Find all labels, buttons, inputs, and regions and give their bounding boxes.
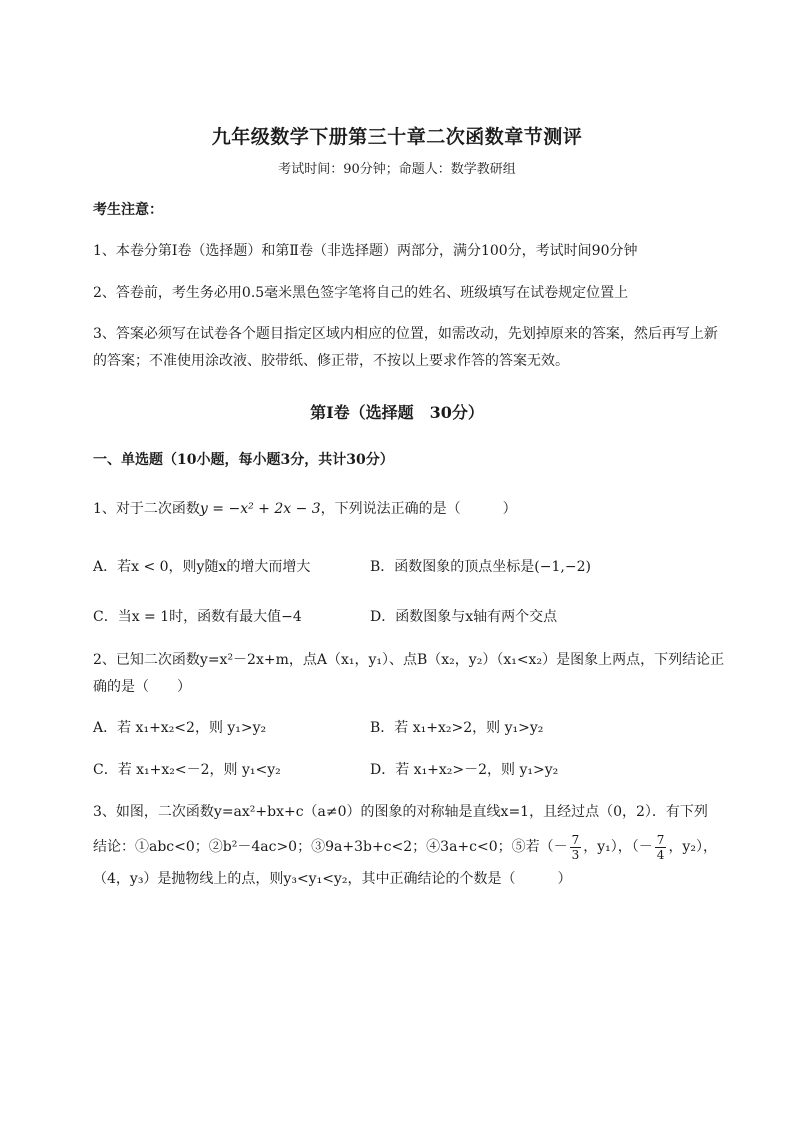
notice-item-3: 3、答案必须写在试卷各个题目指定区域内相应的位置，如需改动，先划掉原来的答案，然后再写上新	[93, 326, 718, 342]
part-heading: 一、单选题（10小题，每小题3分，共计30分）	[93, 452, 394, 468]
question-3-stem: 3、如图，二次函数y=ax²+bx+c（a≠0）的图象的对称轴是直线x=1，且经过点（0，2）．有下列	[93, 804, 708, 820]
fraction-2-numerator: 7	[656, 832, 665, 847]
question-1-stem-post: ，下列说法正确的是（ ）	[320, 501, 517, 517]
notice-item-3-cont: 的答案；不准使用涂改液、胶带纸、修正带，不按以上要求作答的答案无效。	[93, 353, 569, 369]
notice-item-1: 1、本卷分第Ⅰ卷（选择题）和第Ⅱ卷（非选择题）两部分，满分100分，考试时间90分钟	[93, 243, 638, 259]
fraction-2-denominator: 4	[656, 847, 665, 862]
question-1-option-c[interactable]: C．当x = 1时，函数有最大值−4	[93, 609, 302, 625]
question-3-point-post: ，y₂），	[668, 839, 717, 855]
question-2-option-b[interactable]: B．若 x₁+x₂>2，则 y₁>y₂	[370, 720, 544, 736]
question-2-option-d[interactable]: D．若 x₁+x₂>－2，则 y₁>y₂	[370, 762, 559, 778]
question-3-point-mid: ，y₁），（－	[583, 839, 653, 855]
question-3-stem-line3: （4，y₃）是抛物线上的点，则y₃<y₁<y₂，其中正确结论的个数是（ ）	[93, 871, 572, 887]
question-1-option-b[interactable]: B．函数图象的顶点坐标是(−1,−2)	[370, 559, 591, 575]
question-2-option-a[interactable]: A．若 x₁+x₂<2，则 y₁>y₂	[93, 720, 267, 736]
exam-info: 考试时间：90分钟；命题人：数学教研组	[278, 162, 516, 177]
notice-item-2: 2、答卷前，考生务必用0.5毫米黑色签字笔将自己的姓名、班级填写在试卷规定位置上	[93, 285, 629, 301]
question-3-stem-line2	[93, 829, 717, 865]
fraction-seven-fourths	[655, 833, 667, 862]
question-1-stem-pre: 1、对于二次函数	[93, 501, 200, 517]
question-2-option-c[interactable]: C．若 x₁+x₂<－2，则 y₁<y₂	[93, 762, 281, 778]
fraction-1-numerator: 7	[571, 832, 580, 847]
notice-heading: 考生注意：	[93, 202, 163, 218]
question-1-formula: y = −x² + 2x − 3	[199, 501, 321, 517]
question-2-stem-cont: 确的是（ ）	[93, 679, 191, 695]
question-1-stem	[93, 499, 517, 519]
question-1-option-d[interactable]: D．函数图象与x轴有两个交点	[370, 609, 558, 625]
page-title: 九年级数学下册第三十章二次函数章节测评	[211, 126, 583, 148]
section-title: 第Ⅰ卷（选择题 30分）	[310, 403, 484, 422]
fraction-1-denominator: 3	[571, 847, 580, 862]
question-3-conclusions: 结论：①abc<0；②b²－4ac>0；③9a+3b+c<2；④3a+c<0；⑤若（－	[93, 839, 568, 855]
question-1-option-a[interactable]: A．若x < 0，则y随x的增大而增大	[93, 559, 311, 575]
question-2-stem: 2、已知二次函数y=x²－2x+m，点A（x₁，y₁）、点B（x₂，y₂）（x₁<x₂）是图象上两点，下列结论正	[93, 652, 725, 668]
fraction-seven-thirds	[570, 833, 582, 862]
